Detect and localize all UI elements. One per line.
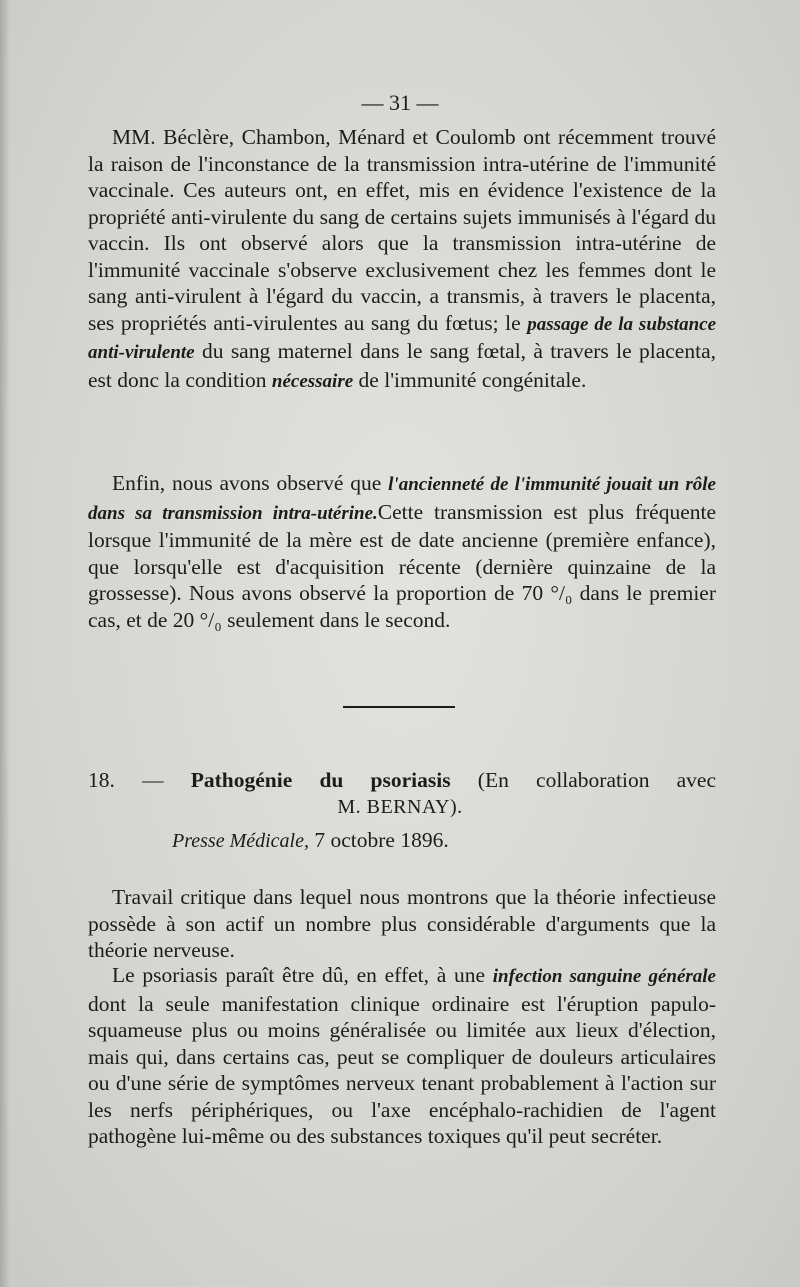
paragraph-observations — [88, 470, 716, 633]
emphasis-text: infection sanguine générale — [492, 966, 716, 987]
section-dash: — — [142, 768, 164, 792]
paragraph-critical-work — [88, 884, 716, 964]
page-edge-shadow — [0, 0, 10, 1287]
section-divider — [343, 706, 455, 708]
emphasis-text: passage de la substance anti-virulente — [88, 313, 717, 363]
paragraph-psoriasis-infection — [88, 962, 716, 1150]
publication-reference — [172, 828, 449, 853]
journal-name: Presse Médicale, — [172, 830, 309, 852]
paragraph-text: MM. Béclère, Chambon, Ménard et Coulomb ont récemment trouvé la raison de l'inconstance de la transmission intra-utérine de l'immunité vaccinale. Ces auteurs ont, en effet, mis en évidence l'existence de la propriété anti-virulente du sang de certains sujets immunisés à l'égard du vaccin. Ils ont observé alors que la transmission intra-utérine de l'immunité vaccinale s'observe exclusivement chez les femmes dont le sang anti-virulent à l'égard du vaccin, a transmis, à travers le placenta, ses propriétés anti-virulentes au sang du fœtus; le — [88, 125, 716, 335]
paragraph-text: du sang maternel dans le sang fœtal, à travers le placenta, est donc la condition — [88, 339, 716, 392]
emphasis-text: l'ancienneté de l'immunité jouait un rôle dans sa transmission intra-utérine. — [88, 474, 716, 524]
publication-date: 7 octobre 1896. — [314, 828, 449, 852]
paragraph-immunity-transmission — [88, 124, 716, 395]
paragraph-text: Enfin, nous avons observé que — [112, 471, 389, 495]
section-collaboration: (En collaboration avec — [477, 768, 717, 792]
page-number: — 31 — — [361, 90, 439, 115]
paragraph-text: Le psoriasis paraît être dû, en effet, à une — [112, 963, 493, 987]
section-heading — [88, 766, 716, 794]
paragraph-text: dont la seule manifestation clinique ordinaire est l'éruption papulo-squameuse plus ou moins généralisée ou limitée aux lieux d'élection, mais qui, dans certains cas, peut se compliquer de douleurs articulaires ou d'une série de symptômes nerveux tenant probablement à l'action sur les nerfs périphériques, ou l'axe encéphalo-rachidien de l'agent pathogène lui-même ou des substances toxiques qu'il peut secréter. — [88, 991, 716, 1148]
section-coauthor: M. BERNAY). — [337, 796, 463, 818]
paragraph-text: Travail critique dans lequel nous montrons que la théorie infectieuse possède à son actif un nombre plus considérable d'arguments que la théorie nerveuse. — [88, 885, 716, 962]
section-title: Pathogénie du psoriasis — [190, 768, 451, 792]
paragraph-text: de l'immunité congénitale. — [353, 367, 587, 392]
section-number: 18. — [88, 768, 115, 792]
emphasis-text: nécessaire — [271, 370, 354, 392]
paragraph-text: Cette transmission est plus fréquente lorsque l'immunité de la mère est de date ancienne (première enfance), que lorsqu'elle est d'acquisition récente (dernière quinzaine de la grossesse). Nous avons observé la proportion de 70 °/₀ dans le premier cas, et de 20 °/₀ seulement dans le second. — [88, 499, 717, 632]
